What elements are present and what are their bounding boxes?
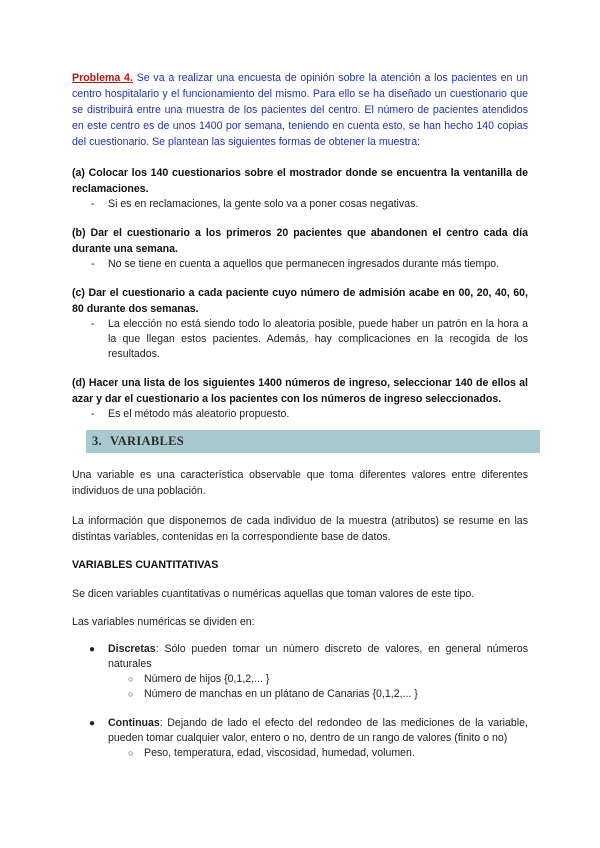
paragraph-definition: Una variable es una característica observable que toma diferentes valores entre diferentes individuos de una población. [72, 469, 528, 497]
sub-bullet-item [72, 746, 528, 761]
option-note-text: No se tiene en cuenta a aquellos que permanecen ingresados durante más tiempo. [108, 258, 500, 270]
bullet-continuas [72, 716, 528, 761]
option-note [72, 407, 528, 422]
option-heading: (a) Colocar los 140 cuestionarios sobre el mostrador donde se encuentra la ventanilla de reclamaciones. [72, 167, 528, 195]
option-heading: (c) Dar el cuestionario a cada paciente cuyo número de admisión acabe en 00, 20, 40, 60, 80 durante dos semanas. [72, 287, 528, 315]
option-heading: (d) Hacer una lista de los siguientes 1400 números de ingreso, seleccionar 140 de ellos al azar y dar el cuestionario a los pacientes con los números de ingreso seleccionados. [72, 377, 528, 405]
section-title: VARIABLES [109, 434, 185, 448]
bullet-discretas [72, 642, 528, 702]
option-a [72, 165, 528, 212]
dash-marker: - [91, 258, 95, 270]
sub-bullet-item [72, 687, 528, 702]
circle-bullet-icon: ○ [128, 748, 134, 758]
option-b [72, 225, 528, 272]
dash-marker: - [91, 408, 95, 420]
dash-marker: - [91, 198, 95, 210]
bullet-dot-icon: ● [89, 644, 96, 655]
dash-marker: - [91, 318, 95, 330]
bullet-term: Continuas [108, 717, 160, 729]
option-d [72, 375, 528, 422]
sub-bullet-item [72, 672, 528, 687]
option-note-text: La elección no está siendo todo lo aleatoria posible, puede haber un patrón en la hora a la que llegan estos pacientes. Además, hay complicaciones en la recogida de los resultados. [108, 318, 528, 360]
bullet-text: : Dejando de lado el efecto del redondeo de las mediciones de la variable, pueden tomar cualquier valor, entero o no, dentro de un rango de valores (finito o no) [108, 717, 528, 744]
bullet-term: Discretas [108, 643, 156, 655]
paragraph-quantitative: Se dicen variables cuantitativas o numéricas aquellas que toman valores de este tipo. [72, 588, 475, 600]
section-header-bar [86, 430, 540, 453]
problem-title: Problema 4. [72, 72, 133, 84]
option-note [72, 257, 528, 272]
sub-bullet-text: Peso, temperatura, edad, viscosidad, humedad, volumen. [144, 747, 415, 759]
bullet-item [72, 642, 528, 672]
problem-statement [72, 70, 528, 150]
sub-bullet-text: Número de manchas en un plátano de Canarias {0,1,2,... } [144, 688, 418, 700]
paragraph-division: Las variables numéricas se dividen en: [72, 616, 255, 628]
option-c [72, 285, 528, 362]
option-note [72, 197, 528, 212]
circle-bullet-icon: ○ [128, 674, 134, 684]
bullet-dot-icon: ● [89, 718, 96, 729]
paragraph-information: La información que disponemos de cada individuo de la muestra (atributos) se resume en las distintas variables, contenidas en la correspondiente base de datos. [72, 515, 528, 543]
option-note-text: Si es en reclamaciones, la gente solo va a poner cosas negativas. [108, 198, 419, 210]
option-heading: (b) Dar el cuestionario a los primeros 20 pacientes que abandonen el centro cada día durante una semana. [72, 227, 528, 255]
document-page [72, 70, 528, 761]
section-number: 3. [92, 434, 102, 448]
subheading-quantitative: VARIABLES CUANTITATIVAS [72, 559, 219, 571]
problem-text: Se va a realizar una encuesta de opinión sobre la atención a los pacientes en un centro hospitalario y el funcionamiento del mismo. Para ello se ha diseñado un cuestionario que se distribuirá entre una muestra de los pacientes del centro. El número de pacientes atendidos en este centro es de unos 1400 por semana, teniendo en cuenta esto, se han hecho 140 copias del cuestionario. Se plantean las siguientes formas de obtener la muestra: [72, 72, 528, 148]
bullet-item [72, 716, 528, 746]
option-note [72, 317, 528, 362]
circle-bullet-icon: ○ [128, 689, 134, 699]
bullet-text: : Sólo pueden tomar un número discreto de valores, en general números naturales [108, 643, 528, 670]
option-note-text: Es el método más aleatorio propuesto. [108, 408, 290, 420]
sub-bullet-text: Número de hijos {0,1,2,... } [144, 673, 270, 685]
